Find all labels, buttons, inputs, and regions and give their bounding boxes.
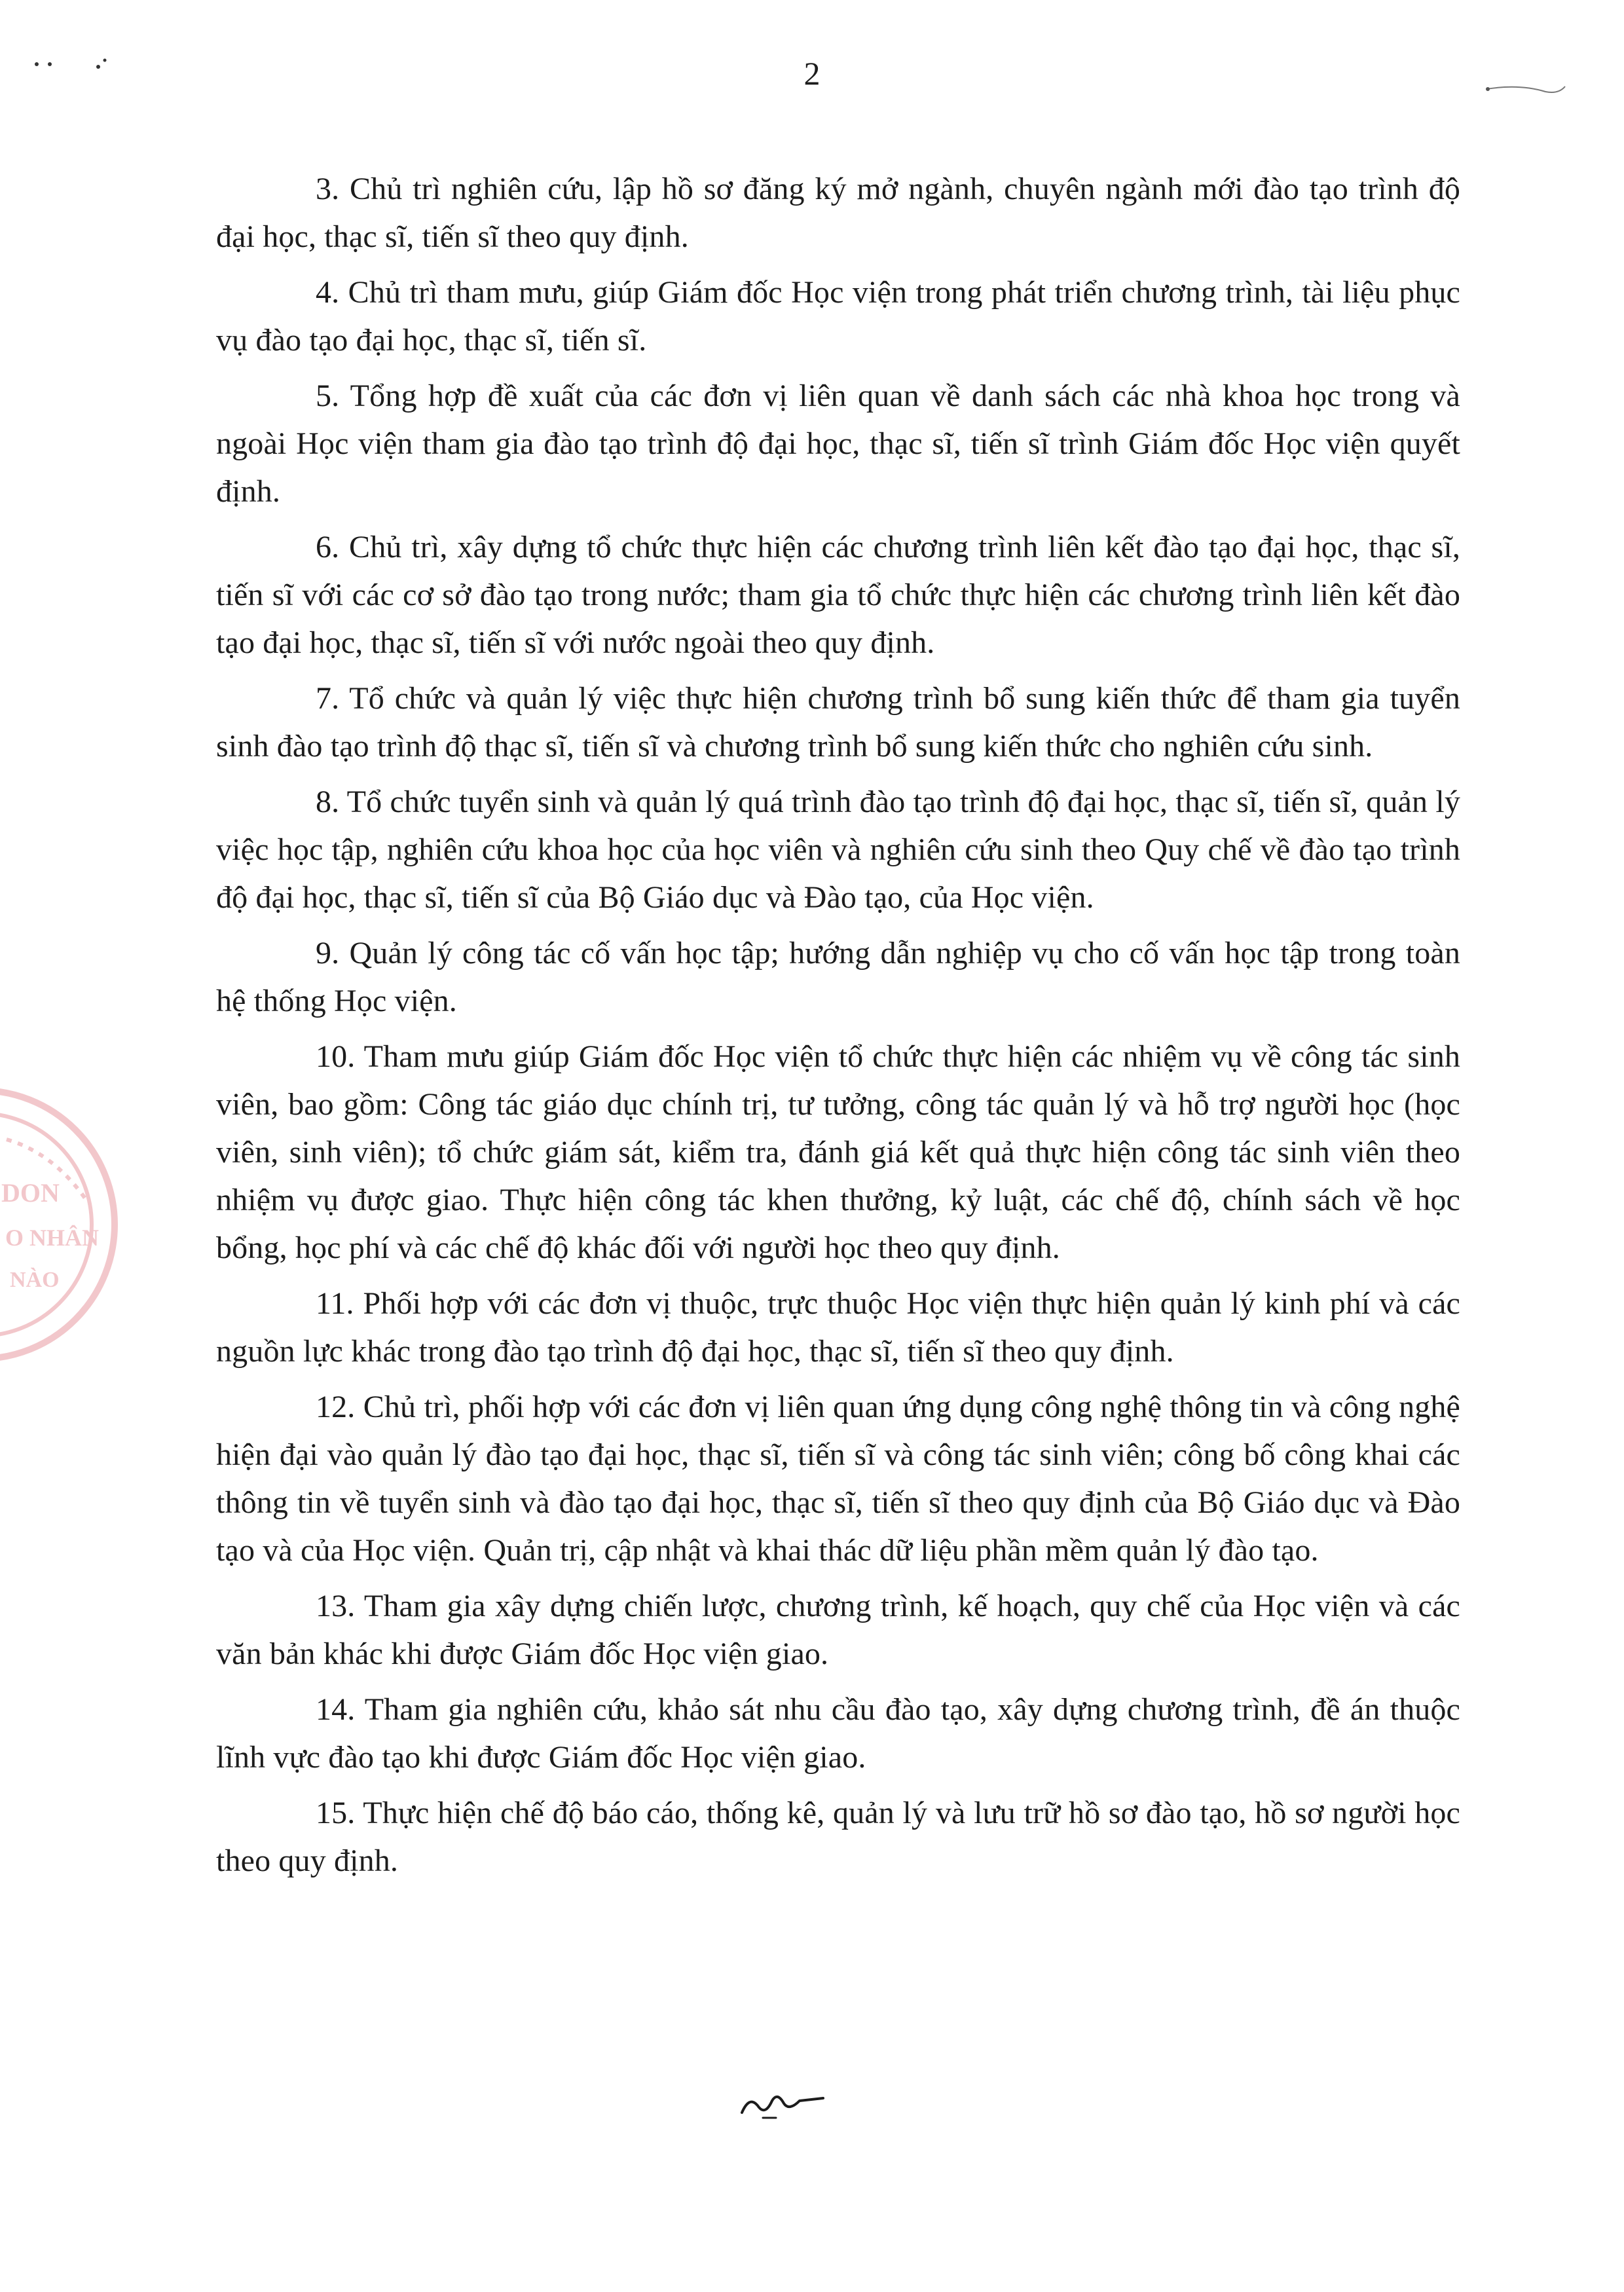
paragraph-item-11: 11. Phối hợp với các đơn vị thuộc, trực thuộc Học viện thực hiện quản lý kinh phí và các nguồn lực khác trong đào tạo trình độ đại học, thạc sĩ, tiến sĩ theo quy định.	[216, 1286, 1460, 1369]
paragraph-item-6: 6. Chủ trì, xây dựng tổ chức thực hiện các chương trình liên kết đào tạo đại học, thạc sĩ, tiến sĩ với các cơ sở đào tạo trong nước; tham gia tổ chức thực hiện các chương trình liên kết đào tạo đại học, thạc sĩ, tiến sĩ với nước ngoài theo quy định.	[216, 530, 1460, 660]
page-number: 2	[803, 55, 821, 92]
paragraph-item-10: 10. Tham mưu giúp Giám đốc Học viện tổ chức thực hiện các nhiệm vụ về công tác sinh viên, bao gồm: Công tác giáo dục chính trị, tư tưởng, công tác quản lý và hỗ trợ người học (học viên, sinh viên); tổ chức giám sát, kiểm tra, đánh giá kết quả thực hiện công tác sinh viên theo nhiệm vụ được giao. Thực hiện công tác khen thưởng, kỷ luật, các chế độ, chính sách về học bổng, học phí và các chế độ khác đối với người học theo quy định.	[216, 1039, 1460, 1265]
handwritten-initials	[737, 2081, 828, 2120]
document-body	[216, 165, 1460, 1893]
paragraph-item-5: 5. Tổng hợp đề xuất của các đơn vị liên quan về danh sách các nhà khoa học trong và ngoài Học viện tham gia đào tạo trình độ đại học, thạc sĩ, tiến sĩ trình Giám đốc Học viện quyết định.	[216, 379, 1460, 509]
paragraph-item-13: 13. Tham gia xây dựng chiến lược, chương trình, kế hoạch, quy chế của Học viện và các văn bản khác khi được Giám đốc Học viện giao.	[216, 1589, 1460, 1671]
stamp-text-line-1: DON	[1, 1178, 60, 1208]
official-stamp-partial	[0, 1074, 124, 1375]
paragraph-item-7: 7. Tổ chức và quản lý việc thực hiện chương trình bổ sung kiến thức để tham gia tuyển sinh đào tạo trình độ thạc sĩ, tiến sĩ và chương trình bổ sung kiến thức cho nghiên cứu sinh.	[216, 681, 1460, 764]
paragraph-item-3: 3. Chủ trì nghiên cứu, lập hồ sơ đăng ký mở ngành, chuyên ngành mới đào tạo trình độ đại học, thạc sĩ, tiến sĩ theo quy định.	[216, 172, 1460, 254]
paragraph-item-14: 14. Tham gia nghiên cứu, khảo sát nhu cầu đào tạo, xây dựng chương trình, đề án thuộc lĩnh vực đào tạo khi được Giám đốc Học viện giao.	[216, 1692, 1460, 1775]
paragraph-item-12: 12. Chủ trì, phối hợp với các đơn vị liên quan ứng dụng công nghệ thông tin và công nghệ hiện đại vào quản lý đào tạo đại học, thạc sĩ, tiến sĩ và công tác sinh viên; công bố công khai các thông tin về tuyển sinh và đào tạo đại học, thạc sĩ, tiến sĩ theo quy định của Bộ Giáo dục và Đào tạo và của Học viện. Quản trị, cập nhật và khai thác dữ liệu phần mềm quản lý đào tạo.	[216, 1390, 1460, 1568]
stamp-text-line-2: O NHÂN	[5, 1225, 99, 1251]
paragraph-item-15: 15. Thực hiện chế độ báo cáo, thống kê, quản lý và lưu trữ hồ sơ đào tạo, hồ sơ người học theo quy định.	[216, 1796, 1460, 1878]
paragraph-item-4: 4. Chủ trì tham mưu, giúp Giám đốc Học viện trong phát triển chương trình, tài liệu phục vụ đào tạo đại học, thạc sĩ, tiến sĩ.	[216, 275, 1460, 358]
paragraph-item-8: 8. Tổ chức tuyển sinh và quản lý quá trình đào tạo trình độ đại học, thạc sĩ, tiến sĩ, quản lý việc học tập, nghiên cứu khoa học của học viên và nghiên cứu sinh theo Quy chế về đào tạo trình độ đại học, thạc sĩ, tiến sĩ của Bộ Giáo dục và Đào tạo, của Học viện.	[216, 785, 1460, 915]
paragraph-item-9: 9. Quản lý công tác cố vấn học tập; hướng dẫn nghiệp vụ cho cố vấn học tập trong toàn hệ thống Học viện.	[216, 936, 1460, 1018]
stamp-text-line-3: NÀO	[10, 1268, 60, 1292]
